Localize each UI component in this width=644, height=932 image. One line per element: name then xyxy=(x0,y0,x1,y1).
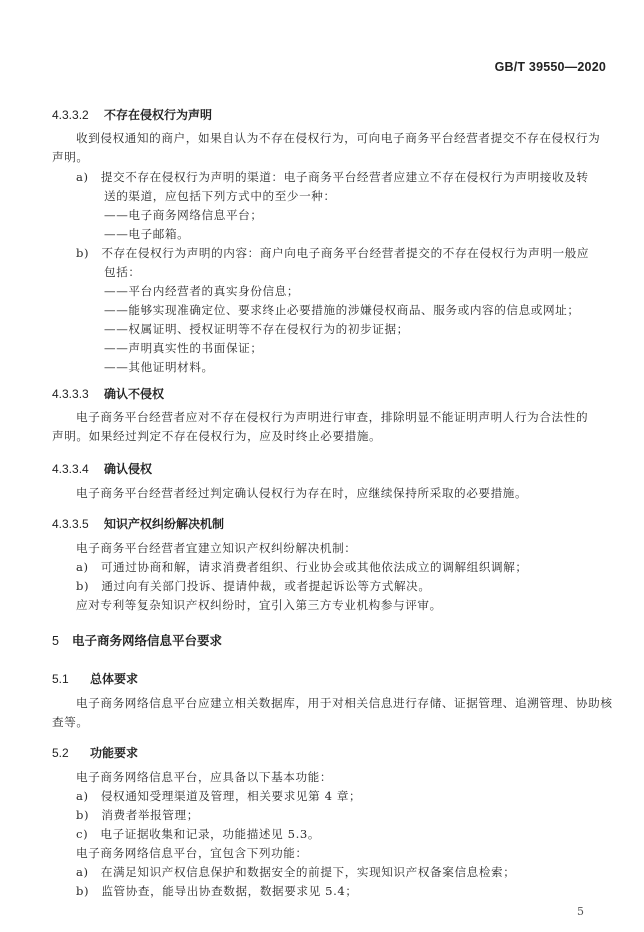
heading-5-1 xyxy=(52,670,138,687)
list-item-b: b) 通过向有关部门投诉、提请仲裁，或者提起诉讼等方式解决。 xyxy=(76,579,431,593)
heading-number: 4.3.3.2 xyxy=(52,108,89,122)
list-item-a: a) 提交不存在侵权行为声明的渠道：电子商务平台经营者应建立不存在侵权行为声明接收及转 xyxy=(76,170,589,184)
heading-number: 4.3.3.5 xyxy=(52,517,89,531)
heading-number: 4.3.3.3 xyxy=(52,387,89,401)
heading-number: 4.3.3.4 xyxy=(52,462,89,476)
dash-item: ——电子邮箱。 xyxy=(104,227,190,241)
heading-5 xyxy=(52,631,222,649)
heading-title: 不存在侵权行为声明 xyxy=(104,108,213,122)
heading-title: 功能要求 xyxy=(90,746,139,760)
list-item-b: b) 不存在侵权行为声明的内容：商户向电子商务平台经营者提交的不存在侵权行为声明一般应 xyxy=(76,246,590,260)
dash-item: ——声明真实性的书面保证； xyxy=(104,341,263,355)
dash-item: ——能够实现准确定位、要求终止必要措施的涉嫌侵权商品、服务或内容的信息或网址； xyxy=(104,303,580,317)
list-item-b: b) 监管协查，能导出协查数据，数据要求见 5.4； xyxy=(76,884,358,898)
heading-4-3-3-5 xyxy=(52,515,224,532)
paragraph-line: 电子商务平台经营者宜建立知识产权纠纷解决机制： xyxy=(76,541,357,555)
paragraph-line: 电子商务网络信息平台应建立相关数据库，用于对相关信息进行存储、证据管理、追溯管理、协助核 xyxy=(76,696,613,710)
list-item-a: a) 侵权通知受理渠道及管理，相关要求见第 4 章； xyxy=(76,789,362,803)
list-item-a: a) 可通过协商和解，请求消费者组织、行业协会或其他依法成立的调解组织调解； xyxy=(76,560,528,574)
heading-4-3-3-3 xyxy=(52,385,164,402)
paragraph-line: 收到侵权通知的商户，如果自认为不存在侵权行为，可向电子商务平台经营者提交不存在侵权行为 xyxy=(76,131,601,145)
list-item-c: c) 电子证据收集和记录，功能描述见 5.3。 xyxy=(76,827,321,841)
paragraph-line: 电子商务网络信息平台，应具备以下基本功能： xyxy=(76,770,333,784)
dash-item: ——其他证明材料。 xyxy=(104,360,214,374)
paragraph-line: 声明。 xyxy=(52,150,89,164)
heading-4-3-3-4 xyxy=(52,460,152,477)
heading-number: 5.2 xyxy=(52,746,69,760)
heading-5-2 xyxy=(52,744,138,761)
heading-title: 知识产权纠纷解决机制 xyxy=(104,517,225,531)
list-item-b: b) 消费者举报管理； xyxy=(76,808,199,822)
heading-title: 确认不侵权 xyxy=(104,387,165,401)
dash-item: ——平台内经营者的真实身份信息； xyxy=(104,284,300,298)
paragraph-line: 电子商务网络信息平台，宜包含下列功能： xyxy=(76,846,308,860)
heading-title: 电子商务网络信息平台要求 xyxy=(72,633,223,648)
paragraph-line: 电子商务平台经营者应对不存在侵权行为声明进行审查，排除明显不能证明声明人行为合法性的 xyxy=(76,410,589,424)
heading-number: 5 xyxy=(52,634,59,648)
paragraph-line: 查等。 xyxy=(52,715,89,729)
list-item-a: a) 在满足知识产权信息保护和数据安全的前提下，实现知识产权备案信息检索； xyxy=(76,865,516,879)
list-item-a-cont: 送的渠道，应包括下列方式中的至少一种： xyxy=(104,189,336,203)
paragraph-line: 应对专利等复杂知识产权纠纷时，宜引入第三方专业机构参与评审。 xyxy=(76,598,442,612)
heading-title: 确认侵权 xyxy=(104,462,153,476)
heading-4-3-3-2 xyxy=(52,106,212,123)
dash-item: ——权属证明、授权证明等不存在侵权行为的初步证据； xyxy=(104,322,409,336)
standard-header: GB/T 39550—2020 xyxy=(494,60,606,74)
heading-number: 5.1 xyxy=(52,672,69,686)
paragraph-line: 声明。如果经过判定不存在侵权行为，应及时终止必要措施。 xyxy=(52,429,382,443)
page-number: 5 xyxy=(577,905,584,918)
paragraph-line: 电子商务平台经营者经过判定确认侵权行为存在时，应继续保持所采取的必要措施。 xyxy=(76,486,528,500)
dash-item: ——电子商务网络信息平台； xyxy=(104,208,263,222)
heading-title: 总体要求 xyxy=(90,672,139,686)
list-item-b-cont: 包括： xyxy=(104,265,141,279)
